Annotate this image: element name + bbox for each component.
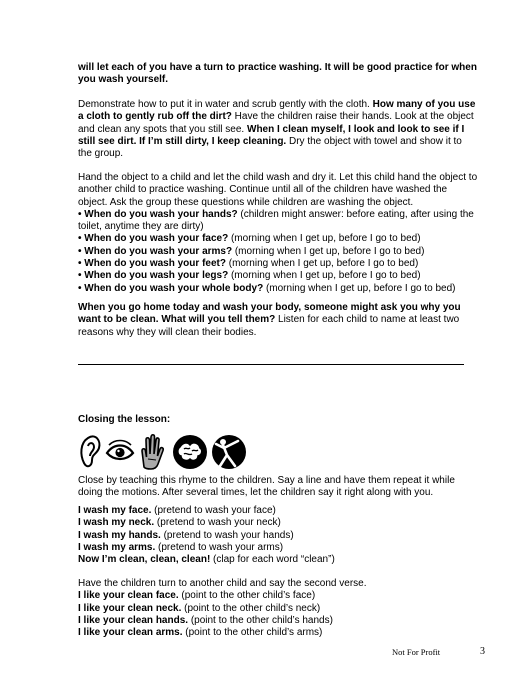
verse-line: I wash my arms. (pretend to wash your arms) (78, 541, 284, 553)
rhyme-verse-2 (78, 578, 478, 639)
verse-line: I wash my face. (pretend to wash your face) (78, 505, 276, 516)
senses-icon-row (78, 433, 248, 471)
verse-line: I like your clean face. (point to the other child’s face) (78, 590, 316, 602)
list-item: • When do you wash your face? (morning when I get up, before I go to bed) (78, 233, 421, 245)
instructions-text: Hand the object to a child and let the child wash and dry it. Let this child hand the object to another child to practice washing. Continue until all of the children have washed the object. Ask the group these questions while children are washing the object. (78, 172, 478, 208)
hand-icon (137, 433, 167, 471)
paragraph-intro (78, 62, 478, 87)
text: Listen for each child to name at least two reasons why they will clean their bodies. (78, 314, 460, 338)
question-bold: When you go home today and wash your body, someone might ask you why you want to be clean. What will you tell them? (78, 302, 461, 326)
list-item: • When do you wash your whole body? (morning when I get up, before I go to bed) (78, 282, 456, 294)
list-item: • When do you wash your hands? (children might answer: before eating, after using the toilet, anytime they are dirty) (78, 208, 474, 233)
paragraph-closing-intro (78, 475, 478, 500)
verse-line: I like your clean hands. (point to the other child’s hands) (78, 614, 333, 626)
brain-icon (171, 433, 209, 471)
divider (78, 364, 464, 365)
stretching-person-icon (211, 433, 247, 471)
text: Demonstrate how to put it in water and scrub gently with the cloth. (78, 99, 373, 110)
paragraph-hand-object (78, 172, 478, 295)
verse2-intro-text: Have the children turn to another child and say the second verse. (78, 578, 367, 589)
text: Have the children raise their hands. Look at the object and clean any spots that you still see. (78, 111, 474, 135)
question-list (78, 209, 478, 295)
paragraph-demonstrate (78, 99, 478, 160)
statement-bold: When I clean myself, I look and look to see if I still see dirt. If I’m still dirty, I keep cleaning. (78, 123, 465, 147)
verse-line: I like your clean neck. (point to the other child’s neck) (78, 602, 321, 614)
text: Dry the object with towel and show it to the group. (78, 135, 462, 160)
eye-icon (105, 433, 135, 471)
page-number: 3 (480, 646, 485, 657)
list-item: • When do you wash your legs? (morning when I get up, before I go to bed) (78, 270, 421, 282)
closing-intro-text: Close by teaching this rhyme to the children. Say a line and have them repeat it while doing the motions. After several times, let the children say it right along with you. (78, 475, 455, 499)
ear-icon (78, 433, 102, 471)
list-item: • When do you wash your arms? (morning when I get up, before I go to bed) (78, 245, 425, 257)
intro-bold: will let each of you have a turn to practice washing. It will be good practice for when you wash yourself. (78, 62, 477, 86)
list-item: • When do you wash your feet? (morning when I get up, before I go to bed) (78, 258, 419, 270)
closing-heading: Closing the lesson: (78, 414, 171, 425)
verse-line: I wash my neck. (pretend to wash your neck) (78, 517, 281, 529)
verse-line: I wash my hands. (pretend to wash your hands) (78, 529, 294, 541)
verse-line: Now I’m clean, clean, clean! (clap for each word “clean”) (78, 554, 335, 566)
question-bold: How many of you use a cloth to gently rub off the dirt? (78, 99, 476, 123)
rhyme-verse-1 (78, 505, 478, 566)
footer-note: Not For Profit (392, 647, 441, 657)
paragraph-go-home (78, 302, 478, 339)
verse-line: I like your clean arms. (point to the other child’s arms) (78, 627, 323, 639)
